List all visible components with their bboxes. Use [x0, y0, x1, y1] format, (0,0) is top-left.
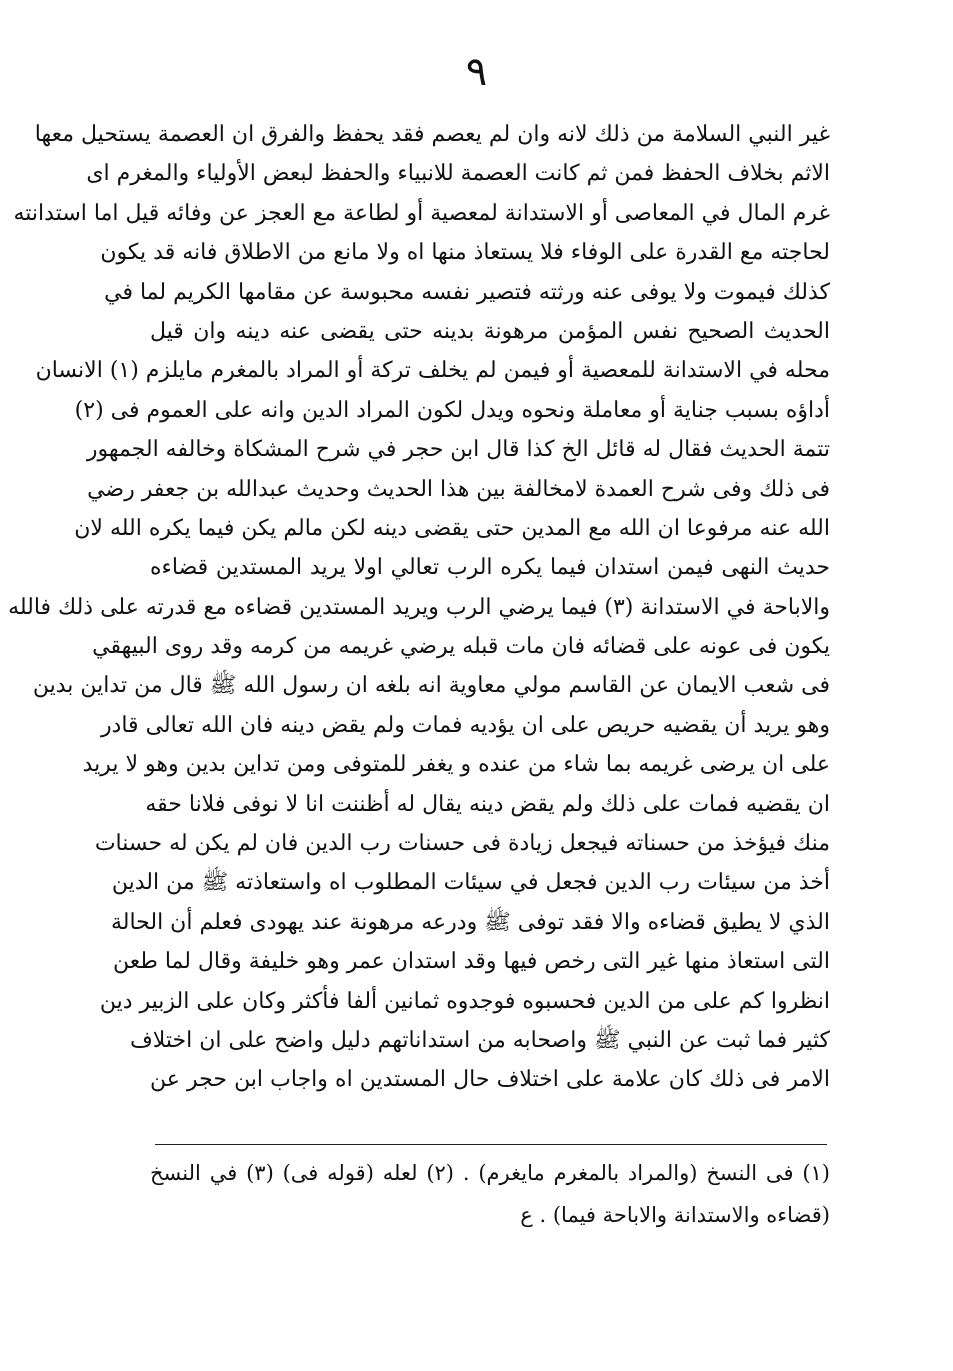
text-line: ان يقضيه فمات على ذلك ولم يقض دينه يقال له أظننت انا لا نوفى فلانا حقه [145, 791, 830, 817]
text-line: والاباحة في الاستدانة (٣) فيما يرضي الرب ويريد المستدين قضاءه مع قدرته على ذلك فالله [8, 594, 830, 620]
text-line: فى ذلك وفى شرح العمدة لامخالفة بين هذا الحديث وحديث عبدالله بن جعفر رضي [87, 476, 830, 502]
page-number: ٩ [465, 49, 488, 95]
text-line: وهو يريد أن يقضيه حريص على ان يؤديه فمات ولم يقض دينه فان الله تعالى قادر [100, 712, 830, 738]
footnote-line: (قضاءه والاستدانة والاباحة فيما) . ع [520, 1203, 830, 1227]
text-line: الذي لا يطيق قضاءه والا فقد توفى ﷺ ودرعه مرهونة عند يهودى فعلم أن الحالة [110, 909, 830, 935]
text-line: غرم المال في المعاصى أو الاستدانة لمعصية أو لطاعة مع العجز عن وفائه قيل اما استدانته [13, 200, 830, 226]
text-line: الله عنه مرفوعا ان الله مع المدين حتى يقضى دينه لكن مالم يكن فيما يكره الله لان [74, 515, 830, 541]
text-line: غير النبي السلامة من ذلك لانه وان لم يعصم فقد يحفظ والفرق ان العصمة يستحيل معها [34, 122, 830, 147]
text-line: تتمة الحديث فقال له قائل الخ كذا قال ابن حجر في شرح المشكاة وخالفه الجمهور [86, 437, 830, 463]
text-line: يكون فى عونه على قضائه فان مات قبله يرضي غريمه من كرمه وقد روى البيهقي [92, 634, 830, 660]
text-line: فى شعب الايمان عن القاسم مولي معاوية انه بلغه ان رسول الله ﷺ قال من تداين بدين [32, 673, 830, 699]
text-line: حديث النهى فيمن استدان فيما يكره الرب تعالي اولا يريد المستدين قضاءه [150, 555, 830, 581]
body-text [8, 115, 830, 1100]
text-line: لحاجته مع القدرة على الوفاء فلا يستعاذ منها اه ولا مانع من الاطلاق فانه قد يكون [100, 240, 830, 266]
text-line: الاثم بخلاف الحفظ فمن ثم كانت العصمة للانبياء والحفظ لبعض الأولياء والمغرم اى [86, 161, 830, 187]
footnote-line: (١) فى النسخ (والمراد بالمغرم مايغرم) . (٢) لعله (قوله فى) (٣) في النسخ [150, 1161, 830, 1185]
text-line: محله في الاستدانة للمعصية أو فيمن لم يخلف تركة أو المراد بالمغرم مايلزم (١) الانسان [35, 358, 830, 384]
text-line: منك فيؤخذ من حسناته فيجعل زيادة فى حسنات رب الدين فان لم يكن له حسنات [94, 831, 830, 857]
text-line: كذلك فيموت ولا يوفى عنه ورثته فتصير نفسه محبوسة عن مقامها الكريم لما في [104, 279, 830, 305]
text-line: أخذ من سيئات رب الدين فجعل في سيئات المطلوب اه واستعاذته ﷺ من الدين [111, 870, 830, 896]
footnotes [150, 1152, 830, 1236]
text-line: كثير فما ثبت عن النبي ﷺ واصحابه من استداناتهم دليل واضح على ان اختلاف [129, 1027, 830, 1053]
text-line: انظروا كم على من الدين فحسبوه فوجدوه ثمانين ألفا فأكثر وكان على الزبير دين [99, 988, 830, 1014]
text-line: التى استعاذ منها غير التى رخص فيها وقد استدان عمر وهو خليفة وقال لما طعن [112, 949, 830, 975]
footnote-divider [155, 1144, 827, 1145]
text-line: أداؤه بسبب جناية أو معاملة ونحوه ويدل لكون المراد الدين وانه على العموم فى (٢) [74, 397, 830, 423]
text-line: على ان يرضى غريمه بما شاء من عنده و يغفر للمتوفى ومن تداين بدين وهو لا يريد [82, 752, 830, 778]
text-line: الحديث الصحيح نفس المؤمن مرهونة بدينه حتى يقضى عنه دينه وان قيل [150, 318, 830, 344]
text-line: الامر فى ذلك كان علامة على اختلاف حال المستدين اه واجاب ابن حجر عن [150, 1067, 830, 1093]
